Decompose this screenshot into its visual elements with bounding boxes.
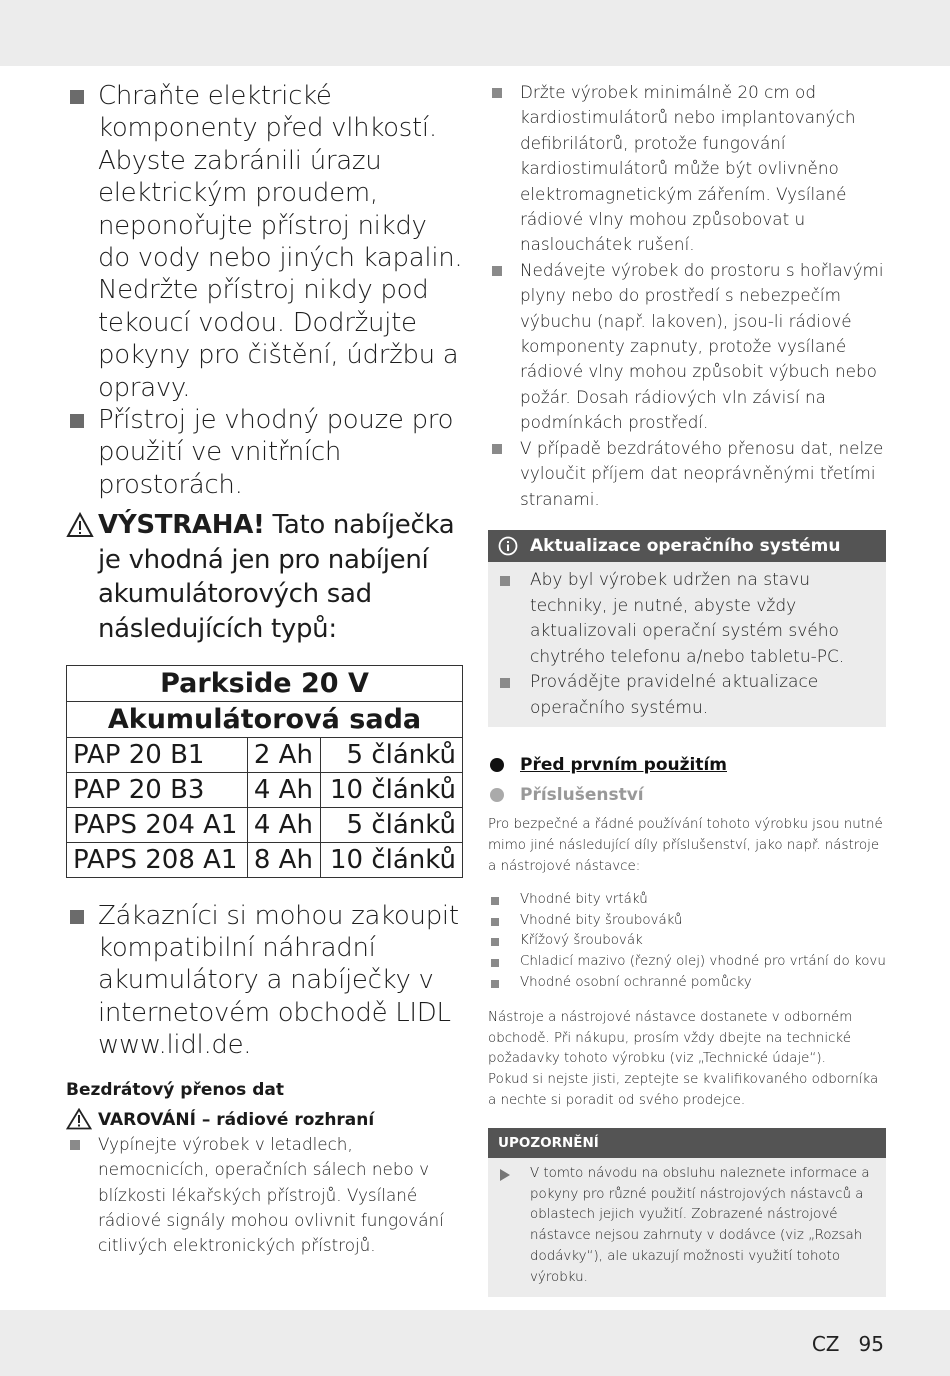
list-item [488,436,886,512]
table-cell: 4 Ah [247,772,320,807]
square-bullet-icon [491,918,499,926]
note-item [488,1158,886,1289]
warning-triangle-icon [66,512,94,538]
table-cell: PAP 20 B3 [67,772,248,807]
list-item-text: Chraňte elektrické komponenty před vlhkostí. Abyste zabránili úrazu elektrickým proudem, neponořujte přístroj nikdy do vody nebo jiných kapalin. Nedržte přístroj nikdy pod tekoucí vodou. Dodržujte pokyny pro čištění, údržbu a opravy. [98,81,463,403]
list-item-text: Vhodné bity šroubováků [520,912,683,928]
list-item-text: Provádějte pravidelné aktualizace operačního systému. [530,672,819,718]
table-header-line2: Akumulátorová sada [67,701,463,737]
list-item-text: Zákazníci si mohou zakoupit kompatibilní náhradní akumulátory a nabíječky v internetovém obchodě LIDL www.lidl.de. [98,900,459,1061]
list-item [488,952,886,973]
radio-warning-text: VAROVÁNÍ – rádiové rozhraní [98,1109,375,1130]
list-item-text: Vhodné bity vrtáků [520,891,648,907]
note-box [488,1128,886,1297]
list-item [488,670,886,721]
table-cell: 2 Ah [247,737,320,772]
list-item-text: Přístroj je vhodný pouze pro použití ve vnitřních prostorách. [98,405,454,500]
square-bullet-icon [491,897,499,905]
top-band [0,0,950,66]
page-number: CZ 95 [811,1332,884,1356]
list-item-text: Křížový šroubovák [520,933,643,949]
list-item [66,404,466,501]
subsection-heading [488,783,886,807]
square-bullet-icon [70,1140,80,1150]
os-update-header [488,530,886,562]
list-item [488,80,886,258]
list-item-text: Vhodné osobní ochranné pomůcky [520,975,752,991]
list-item [66,900,466,1062]
square-bullet-icon [491,938,499,946]
os-update-title: Aktualizace operačního systému [530,535,841,556]
right-column [488,80,886,1297]
note-header: UPOZORNĚNÍ [488,1128,886,1158]
square-bullet-icon [500,576,510,586]
square-bullet-icon [491,959,499,967]
list-item [66,80,466,404]
square-bullet-icon [492,266,502,276]
accessories-note: Nástroje a nástrojové nástavce dostanete v odborném obchodě. Při nákupu, prosím vždy dbejte na technické požadavky tohoto výrobku (viz „Technické údaje“). [488,1009,853,1067]
list-item [488,931,886,952]
square-bullet-icon [70,414,84,428]
list-item [488,890,886,911]
table-cell: 8 Ah [247,842,320,877]
list-item [66,1132,466,1259]
list-item-text: Aby byl výrobek udržen na stavu techniky, je nutné, abyste vždy aktualizovali operační systém svého chytrého telefonu a/nebo tabletu-PC. [530,569,845,667]
table-header-line1: Parkside 20 V [67,665,463,701]
list-item [488,258,886,436]
square-bullet-icon [500,678,510,688]
table-cell: 5 článků [321,737,463,772]
square-bullet-icon [492,88,502,98]
square-bullet-icon [491,980,499,988]
list-item [488,568,886,670]
table-cell: 4 Ah [247,807,320,842]
section-title: Před prvním použitím [520,755,727,776]
bullet-dot-icon [490,788,504,802]
square-bullet-icon [70,90,84,104]
radio-warning [66,1108,466,1132]
wireless-heading: Bezdrátový přenos dat [66,1079,284,1100]
list-item [488,973,886,994]
table-cell: 10 článků [321,772,463,807]
battery-table [66,665,463,878]
warning-triangle-icon [66,1108,92,1130]
list-item-text: Chladicí mazivo (řezný olej) vhodné pro vrtání do kovu [520,954,886,970]
square-bullet-icon [70,910,84,924]
warning-text: Tato nabíječka je vhodná jen pro nabíjení akumulátorových sad následujících typů: [98,510,455,645]
list-item-text: Vypínejte výrobek v letadlech, nemocnicích, operačních sálech nebo v blízkosti lékařských přístrojů. Vysílané rádiové signály mohou ovlivnit fungování citlivých elektronických přístrojů. [98,1133,444,1256]
warning-label: VÝSTRAHA! [98,510,265,541]
table-row [67,842,463,877]
table-cell: PAPS 204 A1 [67,807,248,842]
list-item-text: V případě bezdrátového přenosu dat, nelze vyloučit příjem dat neoprávněnými třetími stranami. [520,437,884,509]
table-row [67,807,463,842]
charger-warning [66,508,466,646]
list-item-text: Nedávejte výrobek do prostoru s hořlavými plyny nebo do prostředí s nebezpečím výbuchu (např. lakoven), jsou-li rádiové komponenty zapnuty, protože vysílané rádiové vlny mohou způsobit výbuch nebo požár. Dosah rádiových vln závisí na podmínkách prostředí. [520,259,884,433]
table-row [67,737,463,772]
os-update-box [488,530,886,728]
triangle-bullet-icon [500,1169,510,1181]
list-item [488,911,886,932]
table-cell: PAP 20 B1 [67,737,248,772]
table-row [67,772,463,807]
square-bullet-icon [492,444,502,454]
accessories-intro: Pro bezpečné a řádné používání tohoto výrobku jsou nutné mimo jiné následující díly příslušenství, jako např. nástroje a nástrojové nástavce: [488,817,883,875]
table-cell: PAPS 208 A1 [67,842,248,877]
table-cell: 10 článků [321,842,463,877]
left-column [66,80,466,1259]
accessories-note: Pokud si nejste jisti, zeptejte se kvalifikovaného odborníka a nechte si poradit od svého prodejce. [488,1072,879,1109]
table-cell: 5 článků [321,807,463,842]
footer-band [0,1310,950,1376]
info-icon [498,536,518,556]
subsection-title: Příslušenství [520,785,644,806]
accessories-list [488,890,886,994]
section-heading [488,753,886,777]
note-text: V tomto návodu na obsluhu naleznete informace a pokyny pro různé použití nástrojových nástavců a oblastech jejich využití. Zobrazené nástrojové nástavce nejsou zahrnuty v dodávce (viz „Rozsah dodávky“), ale ukazují možnosti využití tohoto výrobku. [530,1165,870,1285]
bullet-dot-icon [490,758,504,772]
list-item-text: Držte výrobek minimálně 20 cm od kardiostimulátorů nebo implantovaných defibrilátorů, protože fungování kardiostimulátorů může být ovlivněno elektromagnetickým zářením. Vysílané rádiové vlny mohou způsobovat u naslouchátek rušení. [520,82,856,255]
